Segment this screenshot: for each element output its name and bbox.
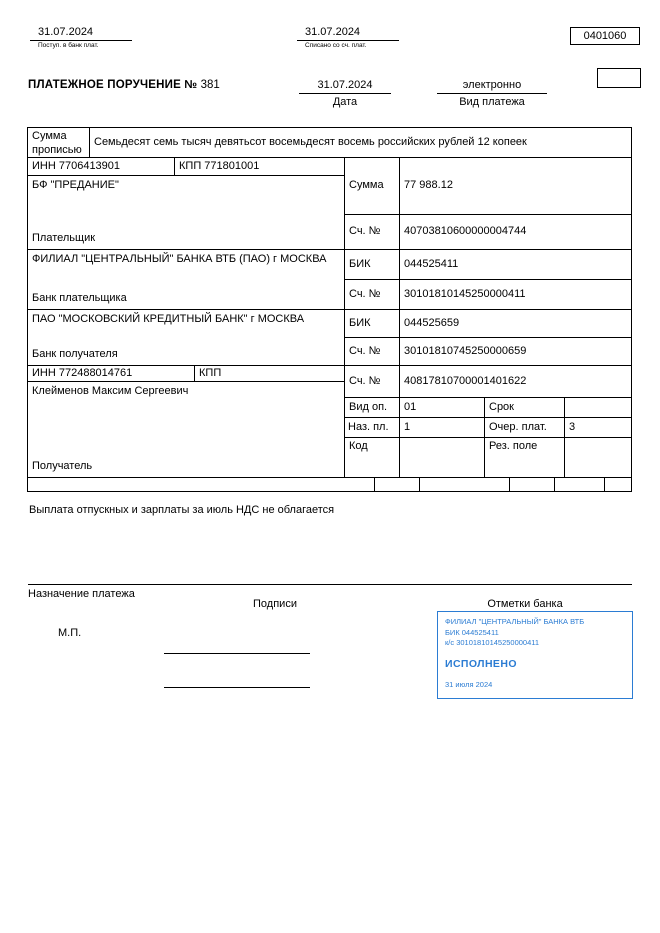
priority-value-cell: 3 — [565, 418, 632, 438]
code-label-cell: Код — [345, 438, 400, 478]
received-date-block — [30, 26, 132, 49]
footer-strip-cell-5 — [555, 478, 605, 492]
payment-kind-caption: Вид платежа — [459, 96, 525, 108]
amount-label-cell: Сумма — [345, 158, 400, 215]
payer-name: БФ "ПРЕДАНИЕ" — [32, 179, 119, 191]
op-type-value-cell: 01 — [400, 398, 485, 418]
payer-bank-bik-value-cell: 044525411 — [400, 250, 632, 280]
payer-bank-caption: Банк плательщика — [32, 292, 127, 305]
footer-strip-cell-2 — [375, 478, 420, 492]
sum-words-label-cell: Сумма прописью — [28, 128, 90, 158]
payee-bank-name: ПАО "МОСКОВСКИЙ КРЕДИТНЫЙ БАНК" г МОСКВА — [32, 313, 305, 325]
form-code: 0401060 — [583, 30, 627, 42]
stamp-date: 31 июля 2024 — [445, 679, 493, 689]
payer-bank-name: ФИЛИАЛ "ЦЕНТРАЛЬНЫЙ" БАНКА ВТБ (ПАО) г МОСКВА — [32, 253, 327, 265]
payer-caption: Плательщик — [32, 232, 96, 245]
payment-table — [27, 127, 632, 492]
payment-basis-value-cell: 1 — [400, 418, 485, 438]
seal-place-label: М.П. — [58, 627, 82, 639]
amount-value-cell: 77 988.12 — [400, 158, 632, 215]
payee-account-value-cell: 40817810700001401622 — [400, 366, 632, 398]
code-value-cell — [400, 438, 485, 478]
payee-inn-cell: ИНН 772488014761 — [28, 366, 195, 382]
signatures-label: Подписи — [253, 598, 297, 610]
stamp-corr-account: к/с 30101810145250000411 — [445, 638, 540, 647]
purpose-caption: Назначение платежа — [28, 588, 135, 600]
received-date-caption: Поступ. в банк плат. — [38, 42, 99, 49]
bank-stamp — [437, 611, 633, 699]
footer-strip-cell-3 — [420, 478, 510, 492]
payer-account-label-cell: Сч. № — [345, 215, 400, 250]
stamp-bank-name: ФИЛИАЛ "ЦЕНТРАЛЬНЫЙ" БАНКА ВТБ — [445, 617, 585, 626]
payer-account-value-cell: 40703810600000004744 — [400, 215, 632, 250]
payee-name: Клейменов Максим Сергеевич — [32, 385, 189, 397]
doc-date-caption: Дата — [332, 96, 358, 108]
form-code-box — [570, 27, 640, 45]
payee-bank-name-cell — [28, 310, 345, 366]
payee-account-label-cell: Сч. № — [345, 366, 400, 398]
signature-line-2 — [164, 674, 310, 688]
payment-basis-label-cell: Наз. пл. — [345, 418, 400, 438]
footer-strip-cell-4 — [510, 478, 555, 492]
sum-words-value-cell: Семьдесят семь тысяч девятьсот восемьдесят восемь российских рублей 12 копеек — [90, 128, 632, 158]
term-label-cell: Срок — [485, 398, 565, 418]
payee-bank-caption: Банк получателя — [32, 348, 118, 361]
payee-caption: Получатель — [32, 460, 93, 473]
debited-date: 31.07.2024 — [297, 26, 399, 41]
footer-strip-cell-1 — [28, 478, 375, 492]
bank-marks-label: Отметки банка — [487, 598, 563, 610]
signature-line-1 — [164, 640, 310, 654]
reserve-value-cell — [565, 438, 632, 478]
purpose-text: Выплата отпускных и зарплаты за июль НДС не облагается — [29, 504, 335, 516]
payer-bank-bik-label-cell: БИК — [345, 250, 400, 280]
term-value-cell — [565, 398, 632, 418]
payee-bank-account-value-cell: 30101810745250000659 — [400, 338, 632, 366]
payer-inn-cell: ИНН 7706413901 — [28, 158, 175, 176]
payer-kpp-cell: КПП 771801001 — [175, 158, 345, 176]
received-date: 31.07.2024 — [30, 26, 132, 41]
priority-label-cell: Очер. плат. — [485, 418, 565, 438]
debited-date-block — [297, 26, 399, 49]
stamp-bik: БИК 044525411 — [445, 627, 499, 637]
debited-date-caption: Списано со сч. плат. — [305, 42, 367, 49]
stamp-status: ИСПОЛНЕНО — [445, 657, 517, 670]
payment-kind-block — [437, 79, 547, 108]
doc-title-line — [28, 79, 220, 91]
doc-title: ПЛАТЕЖНОЕ ПОРУЧЕНИЕ № — [28, 79, 198, 91]
payer-bank-name-cell — [28, 250, 345, 310]
payment-kind: электронно — [437, 79, 547, 94]
payee-name-cell — [28, 382, 345, 478]
payer-bank-account-label-cell: Сч. № — [345, 280, 400, 310]
payee-kpp-cell: КПП — [195, 366, 345, 382]
payer-name-cell — [28, 176, 345, 250]
reserve-label-cell: Рез. поле — [485, 438, 565, 478]
doc-date: 31.07.2024 — [299, 79, 391, 94]
status-box — [597, 68, 641, 88]
op-type-label-cell: Вид оп. — [345, 398, 400, 418]
payer-bank-account-value-cell: 30101810145250000411 — [400, 280, 632, 310]
payee-bank-account-label-cell: Сч. № — [345, 338, 400, 366]
doc-date-block — [299, 79, 391, 108]
payee-bank-bik-value-cell: 044525659 — [400, 310, 632, 338]
doc-number: 381 — [200, 79, 220, 91]
payee-bank-bik-label-cell: БИК — [345, 310, 400, 338]
footer-strip-cell-6 — [605, 478, 632, 492]
